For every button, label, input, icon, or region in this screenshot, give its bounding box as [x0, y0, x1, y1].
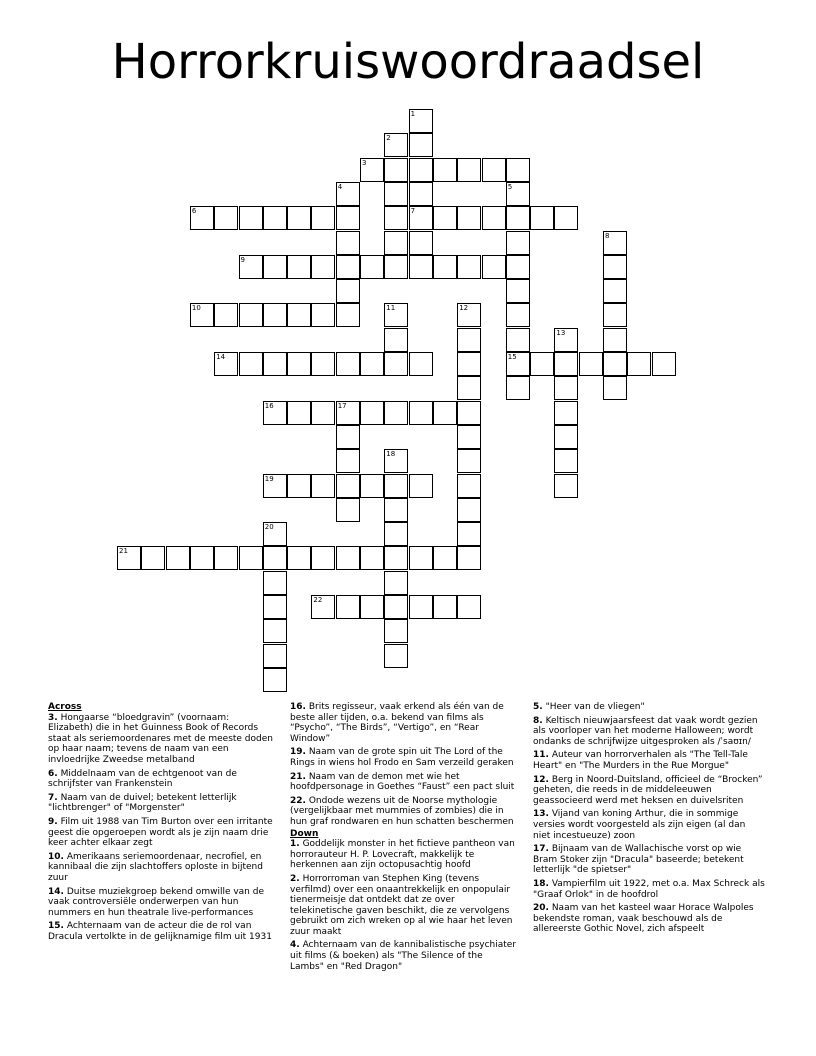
grid-cell[interactable] [263, 546, 287, 570]
grid-cell[interactable] [384, 619, 408, 643]
grid-cell-number: 15 [507, 353, 517, 361]
grid-cell[interactable] [409, 206, 433, 230]
grid-cell[interactable] [457, 546, 481, 570]
grid-cell[interactable] [384, 303, 408, 327]
grid-cell[interactable] [384, 498, 408, 522]
grid-cell-number: 10 [191, 304, 201, 313]
grid-cell[interactable] [506, 279, 530, 303]
grid-cell[interactable] [384, 474, 408, 498]
grid-cell[interactable] [409, 158, 433, 182]
grid-cell[interactable] [263, 206, 287, 230]
grid-cell[interactable] [239, 303, 263, 327]
clue-across-14: 14. Duitse muziekgroep bekend omwille van de vaak controversiële onderwerpen van hun nummers en hun theatrale live-performances [48, 886, 265, 918]
grid-cell[interactable] [311, 255, 335, 279]
clues-column-1 [48, 702, 274, 945]
grid-cell[interactable] [457, 158, 481, 182]
grid-cell[interactable] [190, 303, 214, 327]
grid-cell[interactable] [457, 498, 481, 522]
grid-cell[interactable] [506, 352, 530, 376]
grid-cell-number: 19 [264, 474, 274, 483]
grid-cell[interactable] [311, 474, 335, 498]
grid-cell[interactable] [457, 449, 481, 473]
grid-cell[interactable] [384, 133, 408, 157]
grid-cell[interactable] [239, 255, 263, 279]
grid-cell[interactable] [336, 255, 360, 279]
clue-down-17: 17. Bijnaam van de Wallachische vorst op wie Bram Stoker zijn "Dracula" baseerde; betekent letterlijk "de spietser" [533, 844, 744, 876]
grid-cell[interactable] [360, 595, 384, 619]
grid-cell[interactable] [384, 644, 408, 668]
clue-down-1: 1. Goddelijk monster in het fictieve pantheon van horrorauteur H. P. Lovecraft, makkelijk te herkennen aan zijn octopusachtig hoofd [290, 839, 515, 871]
grid-cell-number: 20 [264, 523, 274, 532]
grid-cell-number: 6 [191, 207, 197, 216]
grid-cell[interactable] [554, 206, 578, 230]
grid-cell-number: 9 [240, 255, 245, 264]
clue-across-15: 15. Achternaam van de acteur die de rol van Dracula vertolkte in de gelijknamige film uit 1931 [48, 921, 272, 942]
grid-cell[interactable] [336, 182, 360, 206]
grid-cell[interactable] [433, 158, 457, 182]
grid-cell[interactable] [384, 546, 408, 570]
grid-cell-number: 5 [507, 182, 513, 191]
grid-cell[interactable] [384, 571, 408, 595]
grid-cell[interactable] [603, 376, 627, 400]
clue-down-12: 12. Berg in Noord-Duitsland, officieel de “Brocken” geheten, die reeds in de middeleeuwen geassocieerd werd met heksen en duivelsriten [533, 774, 763, 806]
grid-cell-number: 22 [313, 596, 323, 604]
clue-down-13: 13. Vijand van koning Arthur, die in sommige versies wordt voorgesteld als zijn eigen (al dan niet incestueuze) zoon [533, 809, 746, 841]
clue-down-8: 8. Keltisch nieuwjaarsfeest dat vaak wordt gezien als voorloper van het moderne Halloween; wordt ondanks de schrijfwijze uitgesproken als /ˈsaʊɪn/ [533, 715, 758, 747]
grid-cell[interactable] [482, 255, 506, 279]
grid-cell[interactable] [336, 206, 360, 230]
grid-cell[interactable] [287, 303, 311, 327]
grid-cell-number: 8 [605, 231, 610, 240]
grid-cell[interactable] [360, 474, 384, 498]
grid-cell[interactable] [603, 303, 627, 327]
grid-cell[interactable] [190, 206, 214, 230]
grid-cell[interactable] [239, 206, 263, 230]
grid-cell[interactable] [336, 595, 360, 619]
across-header: Across [48, 702, 82, 712]
grid-cell[interactable] [409, 133, 433, 157]
grid-cell[interactable] [141, 546, 165, 570]
grid-cell[interactable] [384, 158, 408, 182]
grid-cell[interactable] [554, 328, 578, 352]
clue-down-5: 5. "Heer van de vliegen" [533, 702, 645, 712]
grid-cell[interactable] [409, 401, 433, 425]
grid-cell[interactable] [409, 231, 433, 255]
grid-cell[interactable] [554, 425, 578, 449]
clue-across-6: 6. Middelnaam van de echtgenoot van de schrijfster van Frankenstein [48, 768, 237, 790]
grid-cell[interactable] [409, 255, 433, 279]
clue-down-18: 18. Vampierfilm uit 1922, met o.a. Max Schreck als "Graaf Orlok" in de hoofdrol [533, 878, 765, 900]
grid-cell[interactable] [263, 303, 287, 327]
grid-cell-number: 12 [459, 304, 469, 313]
grid-cell[interactable] [311, 401, 335, 425]
grid-cell[interactable] [166, 546, 190, 570]
grid-cell-number: 3 [362, 158, 367, 167]
clue-across-7: 7. Naam van de duivel; betekent letterlijk "lichtbrenger" of "Morgenster" [48, 792, 237, 814]
grid-cell-number: 18 [386, 450, 396, 459]
grid-cell-number: 16 [264, 401, 274, 410]
clue-down-20: 20. Naam van het kasteel waar Horace Walpoles bekendste roman, vaak beschouwd als de allereerste Gothic Novel, zich afspeelt [533, 903, 754, 935]
clues-column-3 [533, 702, 765, 938]
grid-cell[interactable] [384, 328, 408, 352]
grid-cell[interactable] [336, 279, 360, 303]
grid-cell[interactable] [409, 182, 433, 206]
grid-cell[interactable] [506, 182, 530, 206]
grid-cell[interactable] [457, 255, 481, 279]
grid-cell[interactable] [506, 328, 530, 352]
grid-cell[interactable] [360, 255, 384, 279]
grid-cell[interactable] [409, 546, 433, 570]
grid-cell[interactable] [433, 546, 457, 570]
grid-cell[interactable] [603, 328, 627, 352]
clue-across-21: 21. Naam van de demon met wie het hoofdpersonage in Goethes “Faust” een pact sluit [290, 771, 515, 793]
grid-cell[interactable] [360, 158, 384, 182]
grid-cell[interactable] [336, 449, 360, 473]
grid-cell[interactable] [117, 546, 141, 570]
grid-cell[interactable] [360, 401, 384, 425]
grid-cell[interactable] [263, 644, 287, 668]
grid-cell[interactable] [554, 401, 578, 425]
grid-cell[interactable] [263, 619, 287, 643]
grid-cell[interactable] [603, 255, 627, 279]
grid-cell[interactable] [457, 522, 481, 546]
grid-cell[interactable] [482, 206, 506, 230]
grid-cell[interactable] [239, 546, 263, 570]
grid-cell[interactable] [530, 206, 554, 230]
grid-cell[interactable] [384, 206, 408, 230]
grid-cell[interactable] [506, 303, 530, 327]
clues-column-2 [290, 702, 518, 975]
grid-cell[interactable] [506, 158, 530, 182]
grid-cell[interactable] [506, 231, 530, 255]
grid-cell[interactable] [457, 352, 481, 376]
clue-across-3: 3. Hongaarse “bloedgravin” (voornaam: Elizabeth) die in het Guinness Book of Records staat als seriemoordenares met de meeste doden op haar naam; tevens de naam van een invloedrijke Zweedse metalband [48, 712, 273, 765]
grid-cell[interactable] [530, 352, 554, 376]
grid-cell[interactable] [554, 474, 578, 498]
grid-cell[interactable] [627, 352, 651, 376]
grid-cell[interactable] [336, 425, 360, 449]
grid-cell[interactable] [409, 474, 433, 498]
grid-cell[interactable] [263, 595, 287, 619]
grid-cell[interactable] [287, 401, 311, 425]
grid-cell[interactable] [457, 401, 481, 425]
grid-cell-number: 11 [386, 304, 396, 313]
grid-cell[interactable] [384, 401, 408, 425]
grid-cell[interactable] [384, 449, 408, 473]
grid-cell[interactable] [190, 546, 214, 570]
clue-across-16: 16. Brits regisseur, vaak erkend als één van de beste aller tijden, o.a. bekend van films als “Psycho”, “The Birds”, “Vertigo”, en “Rear Window” [290, 702, 504, 744]
grid-cell[interactable] [506, 255, 530, 279]
grid-cell[interactable] [506, 376, 530, 400]
grid-cell[interactable] [384, 182, 408, 206]
grid-cell[interactable] [603, 231, 627, 255]
grid-cell[interactable] [214, 546, 238, 570]
grid-cell-number: 21 [119, 547, 128, 556]
grid-cell[interactable] [652, 352, 676, 376]
grid-cell-number: 1 [410, 110, 416, 118]
grid-cell[interactable] [360, 352, 384, 376]
grid-cell[interactable] [263, 668, 287, 692]
clue-across-19: 19. Naam van de grote spin uit The Lord of the Rings in wiens hol Frodo en Sam verzeild geraken [290, 747, 514, 768]
grid-cell[interactable] [554, 449, 578, 473]
grid-cell[interactable] [433, 255, 457, 279]
grid-cell[interactable] [482, 158, 506, 182]
grid-cell[interactable] [360, 546, 384, 570]
grid-cell[interactable] [554, 352, 578, 376]
grid-cell[interactable] [457, 328, 481, 352]
grid-cell[interactable] [506, 206, 530, 230]
grid-cell[interactable] [311, 595, 335, 619]
grid-cell[interactable] [457, 303, 481, 327]
grid-cell[interactable] [336, 498, 360, 522]
grid-cell[interactable] [214, 303, 238, 327]
grid-cell[interactable] [457, 474, 481, 498]
grid-cell[interactable] [457, 206, 481, 230]
grid-cell[interactable] [433, 595, 457, 619]
grid-cell[interactable] [287, 206, 311, 230]
grid-cell[interactable] [409, 109, 433, 133]
grid-cell[interactable] [554, 376, 578, 400]
grid-cell[interactable] [433, 206, 457, 230]
grid-cell[interactable] [214, 352, 238, 376]
grid-cell-number: 14 [216, 353, 226, 361]
clue-down-4: 4. Achternaam van de kannibalistische psychiater uit films (& boeken) als "The Silence of the Lambs" en "Red Dragon" [290, 940, 517, 972]
grid-cell[interactable] [263, 522, 287, 546]
grid-cell[interactable] [336, 546, 360, 570]
grid-cell[interactable] [239, 352, 263, 376]
grid-cell[interactable] [433, 401, 457, 425]
grid-cell[interactable] [457, 376, 481, 400]
grid-cell-number: 13 [556, 328, 566, 337]
grid-cell[interactable] [579, 352, 603, 376]
grid-cell[interactable] [214, 206, 238, 230]
grid-cell[interactable] [287, 255, 311, 279]
grid-cell[interactable] [457, 425, 481, 449]
clue-across-9: 9. Film uit 1988 van Tim Burton over een irritante geest die opgeroepen wordt als je zijn naam drie keer achter elkaar zegt [48, 816, 273, 849]
grid-cell[interactable] [336, 401, 360, 425]
grid-cell[interactable] [311, 546, 335, 570]
grid-cell[interactable] [384, 522, 408, 546]
grid-cell[interactable] [336, 303, 360, 327]
grid-cell[interactable] [263, 401, 287, 425]
grid-cell[interactable] [336, 352, 360, 376]
grid-cell[interactable] [409, 352, 433, 376]
grid-cell[interactable] [263, 474, 287, 498]
clue-down-2: 2. Horrorroman van Stephen King (tevens verfilmd) over een onaantrekkelijk en onpopulair tienermeisje dat ontdekt dat ze over telekinetische gaven beschikt, die ze vervolgens gebruikt om zich wreken op al wie haar het leven zuur maakt [290, 873, 513, 937]
grid-cell[interactable] [384, 231, 408, 255]
clue-down-11: 11. Auteur van horrorverhalen als "The Tell-Tale Heart" en "The Murders in the Rue Morgue" [533, 750, 748, 771]
grid-cell[interactable] [263, 255, 287, 279]
grid-cell-number: 7 [410, 207, 416, 216]
grid-cell[interactable] [384, 352, 408, 376]
grid-cell[interactable] [603, 352, 627, 376]
grid-cell[interactable] [311, 206, 335, 230]
grid-cell[interactable] [384, 595, 408, 619]
grid-cell-number: 4 [337, 182, 343, 191]
grid-cell[interactable] [409, 595, 433, 619]
grid-cell[interactable] [336, 474, 360, 498]
clue-across-22: 22. Ondode wezens uit de Noorse mythologie (vergelijkbaar met mummies of zombies) die in hun graf rondwaren en hun schatten beschermen [290, 795, 514, 827]
grid-cell[interactable] [603, 279, 627, 303]
clue-across-10: 10. Amerikaans seriemoordenaar, necrofiel, en kannibaal die zijn slachtoffers oploste in bijtend zuur [48, 851, 263, 883]
grid-cell-number: 17 [337, 401, 347, 410]
down-header: Down [290, 828, 319, 839]
grid-cell[interactable] [287, 474, 311, 498]
grid-cell[interactable] [311, 303, 335, 327]
grid-cell[interactable] [336, 231, 360, 255]
grid-cell[interactable] [311, 352, 335, 376]
grid-cell-number: 2 [386, 134, 391, 143]
grid-cell[interactable] [287, 352, 311, 376]
grid-cell[interactable] [384, 255, 408, 279]
page-title: Horrorkruiswoordraadsel [111, 34, 705, 90]
grid-cell[interactable] [263, 352, 287, 376]
grid-cell[interactable] [457, 595, 481, 619]
grid-cell[interactable] [287, 546, 311, 570]
grid-cell[interactable] [263, 571, 287, 595]
